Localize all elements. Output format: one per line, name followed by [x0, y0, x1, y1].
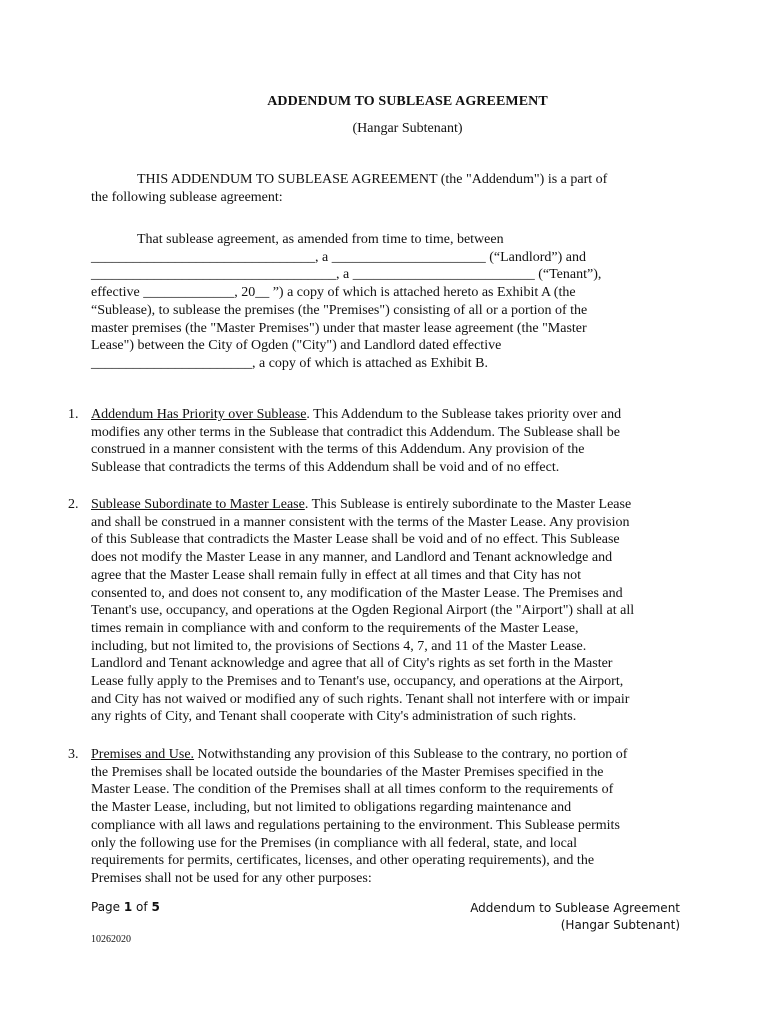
recital-line: “Sublease), to sublease the premises (the "Premises") consisting of all or a portion of the [91, 302, 588, 318]
section-line: and shall be construed in a manner consistent with the terms of the Master Lease. Any provision [91, 514, 630, 530]
section-line: Notwithstanding any provision of this Sublease to the contrary, no portion of [194, 747, 628, 762]
recital-line: ___________________________________, a __________________________ (“Tenant”), [91, 267, 602, 283]
section-line: Premises shall not be used for any other purposes: [91, 870, 372, 886]
section-line: the Premises shall be located outside the boundaries of the Master Premises specified in the [91, 764, 604, 780]
section-body [91, 406, 680, 477]
footer-subtitle-line: (Hangar Subtenant) [560, 918, 680, 932]
intro-line: THIS ADDENDUM TO SUBLEASE AGREEMENT (the "Addendum") is a part of [137, 172, 608, 187]
section-line: . This Sublease is entirely subordinate to the Master Lease [304, 497, 632, 512]
section-line: only the following use for the Premises (in compliance with all federal, state, and local [91, 835, 577, 851]
section-line: and City has not waived or modified any of such rights. Tenant shall not interfere with or impair [91, 691, 630, 707]
section-heading: Addendum Has Priority over Sublease [91, 407, 307, 422]
section-heading: Sublease Subordinate to Master Lease [91, 497, 305, 512]
intro-line: the following sublease agreement: [91, 189, 283, 205]
section-line: compliance with all laws and regulations pertaining to the environment. This Sublease permits [91, 817, 620, 833]
document-subtitle: (Hangar Subtenant) [352, 121, 463, 136]
recital-line: ________________________________, a ______________________ (“Landlord”) and [91, 249, 586, 265]
footer-document-title [430, 900, 680, 934]
section-first-line [91, 746, 680, 764]
section-line: . This Addendum to the Sublease takes priority over and [306, 407, 622, 422]
page-number [91, 900, 160, 914]
section-line: consented to, and does not consent to, any modification of the Master Lease. The Premises and [91, 585, 623, 601]
section-line: requirements for permits, certificates, licenses, and other operating requirements), and the [91, 853, 595, 869]
section-heading: Premises and Use. [91, 747, 195, 762]
recital-line: That sublease agreement, as amended from time to time, between [137, 232, 504, 247]
recital-line: Lease") between the City of Ogden ("City") and Landlord dated effective [91, 338, 502, 354]
section-line: the Master Lease, including, but not limited to obligations regarding maintenance and [91, 800, 572, 816]
page-of: of [132, 900, 152, 914]
page-prefix: Page [91, 900, 124, 914]
section-first-line [91, 406, 680, 424]
section-first-line [91, 496, 680, 514]
section-line: modifies any other terms in the Sublease that contradict this Addendum. The Sublease shall be [91, 424, 620, 440]
document-id: 10262020 [91, 934, 131, 945]
section-number: 2. [68, 497, 79, 512]
recital-line: effective _____________, 20__ ”) a copy of which is attached hereto as Exhibit A (the [91, 285, 576, 301]
document-title: ADDENDUM TO SUBLEASE AGREEMENT [267, 94, 548, 109]
section-line: construed in a manner consistent with the terms of this Addendum. Any provision of the [91, 442, 585, 458]
section-line: agree that the Master Lease shall remain fully in effect at all times and that City has not [91, 567, 581, 583]
section-line: Tenant's use, occupancy, and operations at the Ogden Regional Airport (the "Airport") shall at all [91, 603, 635, 619]
section-body [91, 746, 680, 888]
section-line: Landlord and Tenant acknowledge and agree that all of City's rights as set forth in the Master [91, 656, 613, 672]
section-number: 3. [68, 747, 79, 762]
recital-line: _______________________, a copy of which is attached as Exhibit B. [91, 355, 488, 371]
total-pages: 5 [151, 900, 160, 914]
recital-paragraph [91, 231, 679, 373]
section-line: does not modify the Master Lease in any manner, and Landlord and Tenant acknowledge and [91, 550, 613, 566]
section-line: times remain in compliance with and conform to the requirements of the Master Lease, [91, 620, 579, 636]
section-body [91, 496, 680, 726]
section-line: of this Sublease that contradicts the Master Lease shall be void and of no effect. This Sublease [91, 532, 620, 548]
section-line: Lease fully apply to the Premises and to Tenant's use, occupancy, and operations at the Airport, [91, 674, 624, 690]
footer-title-line: Addendum to Sublease Agreement [470, 901, 680, 915]
section-line: Sublease that contradicts the terms of this Addendum shall be void and of no effect. [91, 460, 560, 476]
section-number: 1. [68, 407, 79, 422]
current-page: 1 [123, 900, 133, 914]
intro-paragraph [91, 171, 679, 206]
section-line: Master Lease. The condition of the Premises shall at all times conform to the requirements of [91, 782, 614, 798]
recital-line: master premises (the "Master Premises") under that master lease agreement (the "Master [91, 320, 587, 336]
section-line: any rights of City, and Tenant shall cooperate with City's administration of such rights. [91, 709, 577, 725]
section-line: including, but not limited to, the provisions of Sections 4, 7, and 11 of the Master Lease. [91, 638, 587, 654]
